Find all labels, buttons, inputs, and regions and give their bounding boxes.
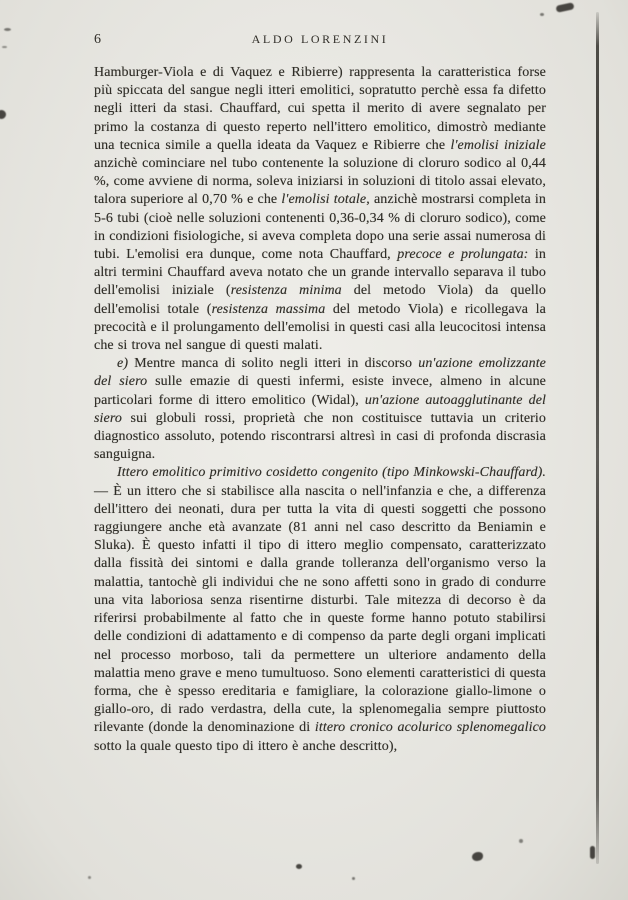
scan-artifact (555, 2, 574, 13)
scan-artifact (88, 876, 91, 879)
scan-artifact (540, 13, 544, 16)
text-column (94, 30, 546, 756)
scan-artifact (352, 877, 355, 880)
paragraph: Hamburger-Viola e di Vaquez e Ribierre) rappresenta la caratteristica forse più spiccata del sangue negli itteri emolitici, sopratutto perchè essa fa difetto negli itteri da stasi. Chauffard, cui spetta il merito di avere segnalato per primo la costanza di questo reperto nell'ittero emolitico, dimostrò mediante una tecnica simile a quella ideata da Vaquez e Ribierre che l'emolisi iniziale anzichè cominciare nel tubo contenente la soluzione di cloruro sodico al 0,44 %, come avviene di norma, soleva iniziarsi in soluzioni di titolo assai elevato, talora superiore al 0,70 % e che l'emolisi totale, anzichè mostrarsi completa in 5-6 tubi (cioè nelle soluzioni contenenti 0,36-0,34 % di cloruro sodico), come in condizioni fisiologiche, si aveva completa dopo una serie assai numerosa di tubi. L'emolisi era dunque, come nota Chauffard, precoce e prolungata: in altri termini Chauffard aveva notato che un grande intervallo separava il tubo dell'emolisi iniziale (resistenza minima del metodo Viola) da quello dell'emolisi totale (resistenza massima del metodo Viola) e ricollegava la precocità e il prolungamento dell'emolisi in questi casi alla leucocitosi intensa che si trova nel sangue di questi malati. (94, 65, 547, 354)
scan-artifact (2, 46, 7, 48)
paragraph: Ittero emolitico primitivo cosidetto congenito (tipo Minkowski-Chauffard). — È un ittero che si stabilisce alla nascita o nell'infanzia e che, a differenza dell'ittero dei neonati, dura per tutta la vita di questi soggetti che possono raggiungere anche età avanzate (81 anni nel caso descritto da Beniamin e Sluka). È questo infatti il tipo di ittero meglio compensato, caratterizzato dalla fissità dei sintomi e dalla grande tolleranza dell'organismo verso la malattia, tantochè gli individui che ne sono affetti sono in grado di condurre una vita laboriosa senza risentirne disturbi. Tale mitezza di decorso è da riferirsi probabilmente al fatto che in queste forme hanno potuto stabilirsi delle condizioni di adattamento e di compenso da parte degli organi implicati nel processo morboso, tali da permettere un ulteriore andamento della malattia meno grave e meno tumultuoso. Sono elementi caratteristici di questa forma, che è spesso ereditaria e famigliare, la colorazione giallo-limone o giallo-oro, di rado verdastra, della cute, la splenomegalia sempre piuttosto rilevante (donde la denominazione di ittero cronico acolurico splenomegalico sotto la quale questo tipo di ittero è anche descritto), (94, 465, 546, 754)
scan-artifact (590, 846, 595, 859)
running-title: ALDO LORENZINI (251, 32, 389, 46)
scan-artifact (0, 110, 6, 119)
body-text (94, 64, 546, 756)
scan-artifact (4, 28, 11, 31)
scan-artifact (296, 864, 302, 869)
page-header (94, 30, 546, 48)
paragraph: e) Mentre manca di solito negli itteri in discorso un'azione emolizzante del siero sulle emazie di questi infermi, esiste invece, almeno in alcune particolari forme di ittero emolitico (Widal), un'azione autoagglutinante del siero sui globuli rossi, proprietà che non costituisce tuttavia un criterio diagnostico assoluto, potendo riscontrarsi altresì in casi di profonda discrasia sanguigna. (94, 356, 546, 463)
scan-edge-line (596, 12, 599, 864)
page-number: 6 (94, 32, 101, 47)
scan-artifact (472, 852, 483, 861)
scan-artifact (519, 839, 523, 843)
